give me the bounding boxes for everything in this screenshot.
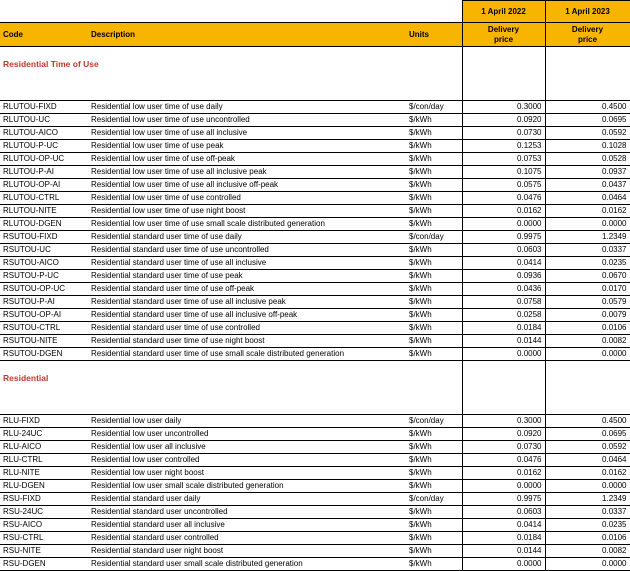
price-2022-cell: 0.0753 <box>462 153 545 166</box>
price-2022-cell: 0.0436 <box>462 283 545 296</box>
table-row <box>0 179 630 192</box>
description-cell: Residential standard user time of use all inclusive <box>85 257 406 270</box>
price-2022-cell: 0.0000 <box>462 218 545 231</box>
price-2023-cell: 0.0000 <box>545 480 630 493</box>
code-cell: RSU-NITE <box>0 545 85 558</box>
description-cell: Residential low user time of use night boost <box>85 205 406 218</box>
table-row <box>0 348 630 361</box>
price-2022-cell: 0.0920 <box>462 428 545 441</box>
description-cell: Residential low user time of use all inclusive <box>85 127 406 140</box>
units-cell: $/kWh <box>406 519 462 532</box>
price-2022-cell: 0.0730 <box>462 441 545 454</box>
year-2022-label: 1 April 2022 <box>462 1 545 23</box>
table-row <box>0 309 630 322</box>
table-row <box>0 558 630 571</box>
units-cell: $/kWh <box>406 348 462 361</box>
units-cell: $/kWh <box>406 283 462 296</box>
table-row <box>0 532 630 545</box>
units-cell: $/con/day <box>406 493 462 506</box>
price-2022-cell: 0.0936 <box>462 270 545 283</box>
description-cell: Residential low user time of use peak <box>85 140 406 153</box>
price-2023-cell: 0.0170 <box>545 283 630 296</box>
description-cell: Residential standard user night boost <box>85 545 406 558</box>
price-2023-cell: 0.0528 <box>545 153 630 166</box>
code-cell: RSU-CTRL <box>0 532 85 545</box>
code-cell: RSUTOU-DGEN <box>0 348 85 361</box>
price-2022-cell: 0.0758 <box>462 296 545 309</box>
code-cell: RSUTOU-CTRL <box>0 322 85 335</box>
section-spacer-2023 <box>545 361 630 415</box>
table-row <box>0 231 630 244</box>
price-2023-cell: 0.0337 <box>545 506 630 519</box>
price-2023-cell: 0.0079 <box>545 309 630 322</box>
code-cell: RLU-FIXD <box>0 415 85 428</box>
section-title: Residential <box>0 361 462 415</box>
price-2022-cell: 0.3000 <box>462 101 545 114</box>
description-cell: Residential standard user all inclusive <box>85 519 406 532</box>
price-2022-cell: 0.0144 <box>462 335 545 348</box>
table-row <box>0 467 630 480</box>
table-row <box>0 296 630 309</box>
price-2023-cell: 0.0937 <box>545 166 630 179</box>
description-cell: Residential low user time of use uncontrolled <box>85 114 406 127</box>
price-2023-cell: 0.0082 <box>545 545 630 558</box>
description-cell: Residential standard user uncontrolled <box>85 506 406 519</box>
code-cell: RLUTOU-P-AI <box>0 166 85 179</box>
header-code: Code <box>0 23 85 47</box>
description-cell: Residential low user time of use daily <box>85 101 406 114</box>
table-row <box>0 335 630 348</box>
code-cell: RLU-DGEN <box>0 480 85 493</box>
description-cell: Residential standard user time of use night boost <box>85 335 406 348</box>
units-cell: $/kWh <box>406 506 462 519</box>
table-row <box>0 415 630 428</box>
description-cell: Residential low user controlled <box>85 454 406 467</box>
units-cell: $/kWh <box>406 309 462 322</box>
year-2023-label: 1 April 2023 <box>545 1 630 23</box>
units-cell: $/kWh <box>406 257 462 270</box>
description-cell: Residential low user time of use all inclusive off-peak <box>85 179 406 192</box>
code-cell: RLU-NITE <box>0 467 85 480</box>
code-cell: RSUTOU-UC <box>0 244 85 257</box>
description-cell: Residential low user small scale distributed generation <box>85 480 406 493</box>
table-row <box>0 257 630 270</box>
table-row <box>0 166 630 179</box>
units-cell: $/kWh <box>406 428 462 441</box>
description-cell: Residential low user time of use small scale distributed generation <box>85 218 406 231</box>
table-row <box>0 244 630 257</box>
header-price-2022: Delivery price <box>462 23 545 47</box>
table-row <box>0 454 630 467</box>
code-cell: RSUTOU-OP-AI <box>0 309 85 322</box>
header-price-2023: Delivery price <box>545 23 630 47</box>
price-2023-cell: 0.0695 <box>545 428 630 441</box>
table-row <box>0 493 630 506</box>
description-cell: Residential low user time of use controlled <box>85 192 406 205</box>
price-2023-cell: 0.0082 <box>545 335 630 348</box>
units-cell: $/kWh <box>406 322 462 335</box>
section-title: Residential Time of Use <box>0 47 462 101</box>
units-cell: $/kWh <box>406 205 462 218</box>
code-cell: RSUTOU-NITE <box>0 335 85 348</box>
section-header-row <box>0 47 630 101</box>
price-2022-cell: 0.0184 <box>462 322 545 335</box>
price-2023-cell: 0.0464 <box>545 192 630 205</box>
table-row <box>0 114 630 127</box>
price-2022-cell: 0.3000 <box>462 415 545 428</box>
price-2022-cell: 0.0000 <box>462 348 545 361</box>
description-cell: Residential standard user small scale distributed generation <box>85 558 406 571</box>
table-row <box>0 140 630 153</box>
price-2022-cell: 0.0730 <box>462 127 545 140</box>
price-2022-cell: 0.0476 <box>462 454 545 467</box>
table-row <box>0 205 630 218</box>
price-2022-cell: 0.0144 <box>462 545 545 558</box>
table-row <box>0 127 630 140</box>
price-2022-cell: 0.1075 <box>462 166 545 179</box>
table-row <box>0 283 630 296</box>
code-cell: RLU-CTRL <box>0 454 85 467</box>
units-cell: $/con/day <box>406 231 462 244</box>
code-cell: RLU-24UC <box>0 428 85 441</box>
price-2023-cell: 0.0106 <box>545 532 630 545</box>
price-2023-cell: 0.0162 <box>545 467 630 480</box>
price-2022-cell: 0.0258 <box>462 309 545 322</box>
code-cell: RSU-AICO <box>0 519 85 532</box>
price-2022-cell: 0.0414 <box>462 257 545 270</box>
price-2023-cell: 0.0337 <box>545 244 630 257</box>
table-row <box>0 441 630 454</box>
price-2022-cell: 0.1253 <box>462 140 545 153</box>
code-cell: RSUTOU-FIXD <box>0 231 85 244</box>
price-2023-cell: 0.0592 <box>545 127 630 140</box>
header-units: Units <box>406 23 462 47</box>
price-2022-cell: 0.0000 <box>462 558 545 571</box>
price-2023-cell: 0.0695 <box>545 114 630 127</box>
code-cell: RLUTOU-NITE <box>0 205 85 218</box>
code-cell: RLU-AICO <box>0 441 85 454</box>
price-2023-cell: 0.0579 <box>545 296 630 309</box>
description-cell: Residential low user daily <box>85 415 406 428</box>
description-cell: Residential standard user time of use uncontrolled <box>85 244 406 257</box>
description-cell: Residential low user time of use all inclusive peak <box>85 166 406 179</box>
description-cell: Residential standard user time of use controlled <box>85 322 406 335</box>
table-row <box>0 428 630 441</box>
units-cell: $/kWh <box>406 140 462 153</box>
code-cell: RSUTOU-OP-UC <box>0 283 85 296</box>
price-2022-cell: 0.0575 <box>462 179 545 192</box>
price-2022-cell: 0.0162 <box>462 467 545 480</box>
description-cell: Residential standard user time of use all inclusive off-peak <box>85 309 406 322</box>
table-row <box>0 322 630 335</box>
units-cell: $/kWh <box>406 296 462 309</box>
price-2023-cell: 0.0235 <box>545 257 630 270</box>
price-2023-cell: 0.0000 <box>545 348 630 361</box>
table-row <box>0 153 630 166</box>
code-cell: RSU-DGEN <box>0 558 85 571</box>
units-cell: $/kWh <box>406 467 462 480</box>
description-cell: Residential standard user controlled <box>85 532 406 545</box>
price-2022-cell: 0.0000 <box>462 480 545 493</box>
units-cell: $/kWh <box>406 454 462 467</box>
table-row <box>0 218 630 231</box>
code-cell: RLUTOU-OP-UC <box>0 153 85 166</box>
price-2023-cell: 0.0162 <box>545 205 630 218</box>
code-cell: RSU-24UC <box>0 506 85 519</box>
units-cell: $/kWh <box>406 179 462 192</box>
section-spacer-2022 <box>462 361 545 415</box>
price-2022-cell: 0.0414 <box>462 519 545 532</box>
units-cell: $/kWh <box>406 532 462 545</box>
units-cell: $/kWh <box>406 558 462 571</box>
units-cell: $/kWh <box>406 335 462 348</box>
units-cell: $/kWh <box>406 244 462 257</box>
price-2023-cell: 0.0437 <box>545 179 630 192</box>
description-cell: Residential low user all inclusive <box>85 441 406 454</box>
units-cell: $/kWh <box>406 218 462 231</box>
price-2023-cell: 0.0670 <box>545 270 630 283</box>
code-cell: RLUTOU-AICO <box>0 127 85 140</box>
table-row <box>0 480 630 493</box>
section-spacer-2022 <box>462 47 545 101</box>
header-row <box>0 23 630 47</box>
price-2022-cell: 0.0162 <box>462 205 545 218</box>
price-2022-cell: 0.0476 <box>462 192 545 205</box>
price-2023-cell: 0.0592 <box>545 441 630 454</box>
description-cell: Residential standard user daily <box>85 493 406 506</box>
price-2023-cell: 0.0000 <box>545 218 630 231</box>
section-header-row <box>0 361 630 415</box>
units-cell: $/kWh <box>406 480 462 493</box>
table-row <box>0 192 630 205</box>
table-row <box>0 545 630 558</box>
price-2022-cell: 0.0603 <box>462 506 545 519</box>
price-2022-cell: 0.9975 <box>462 231 545 244</box>
units-cell: $/kWh <box>406 114 462 127</box>
price-2023-cell: 0.0000 <box>545 558 630 571</box>
price-2023-cell: 1.2349 <box>545 231 630 244</box>
description-cell: Residential standard user time of use all inclusive peak <box>85 296 406 309</box>
price-2022-cell: 0.0920 <box>462 114 545 127</box>
table-row <box>0 519 630 532</box>
units-cell: $/con/day <box>406 101 462 114</box>
price-2023-cell: 1.2349 <box>545 493 630 506</box>
description-cell: Residential low user uncontrolled <box>85 428 406 441</box>
year-row <box>0 1 630 23</box>
units-cell: $/kWh <box>406 441 462 454</box>
units-cell: $/kWh <box>406 270 462 283</box>
description-cell: Residential standard user time of use off-peak <box>85 283 406 296</box>
units-cell: $/kWh <box>406 127 462 140</box>
header-description: Description <box>85 23 406 47</box>
price-2022-cell: 0.0184 <box>462 532 545 545</box>
units-cell: $/kWh <box>406 192 462 205</box>
description-cell: Residential standard user time of use peak <box>85 270 406 283</box>
price-2022-cell: 0.9975 <box>462 493 545 506</box>
table-row <box>0 506 630 519</box>
description-cell: Residential standard user time of use daily <box>85 231 406 244</box>
price-2023-cell: 0.0235 <box>545 519 630 532</box>
price-2023-cell: 0.0464 <box>545 454 630 467</box>
units-cell: $/con/day <box>406 415 462 428</box>
price-2023-cell: 0.4500 <box>545 101 630 114</box>
code-cell: RLUTOU-FIXD <box>0 101 85 114</box>
code-cell: RLUTOU-P-UC <box>0 140 85 153</box>
units-cell: $/kWh <box>406 545 462 558</box>
code-cell: RSUTOU-P-AI <box>0 296 85 309</box>
table-row <box>0 270 630 283</box>
price-2023-cell: 0.1028 <box>545 140 630 153</box>
price-2023-cell: 0.0106 <box>545 322 630 335</box>
units-cell: $/kWh <box>406 166 462 179</box>
description-cell: Residential low user time of use off-peak <box>85 153 406 166</box>
code-cell: RLUTOU-DGEN <box>0 218 85 231</box>
price-2023-cell: 0.4500 <box>545 415 630 428</box>
code-cell: RLUTOU-CTRL <box>0 192 85 205</box>
description-cell: Residential low user night boost <box>85 467 406 480</box>
units-cell: $/kWh <box>406 153 462 166</box>
code-cell: RLUTOU-OP-AI <box>0 179 85 192</box>
code-cell: RSUTOU-AICO <box>0 257 85 270</box>
table-row <box>0 101 630 114</box>
description-cell: Residential standard user time of use small scale distributed generation <box>85 348 406 361</box>
section-spacer-2023 <box>545 47 630 101</box>
code-cell: RSU-FIXD <box>0 493 85 506</box>
price-2022-cell: 0.0603 <box>462 244 545 257</box>
code-cell: RLUTOU-UC <box>0 114 85 127</box>
code-cell: RSUTOU-P-UC <box>0 270 85 283</box>
